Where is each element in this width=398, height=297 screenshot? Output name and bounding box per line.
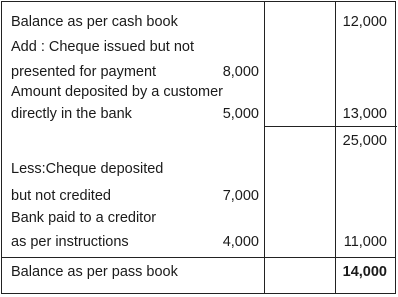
row-text-amount-deposited: Amount deposited by a customer	[11, 84, 223, 100]
row-amount-subtotal: 25,000	[342, 133, 387, 149]
row-amount-cheque-not-credited: 7,000	[222, 188, 259, 204]
row-amount-cheque-issued: 8,000	[222, 64, 259, 80]
row-text-add-cheque-issued: Add : Cheque issued but not	[11, 39, 194, 55]
row-amount-balance-cash-book: 12,000	[342, 14, 387, 30]
subtotal-rule	[264, 126, 397, 127]
row-text-bank-paid-creditor: Bank paid to a creditor	[11, 210, 157, 226]
row-text-less-cheque-deposited: Less:Cheque deposited	[11, 161, 164, 177]
total-amount-balance-pass-book: 14,000	[342, 264, 387, 280]
row-amount-creditor-payment: 4,000	[222, 234, 259, 250]
row-text-directly-in-bank: directly in the bank	[11, 106, 132, 122]
total-text-balance-pass-book: Balance as per pass book	[11, 264, 178, 280]
row-text-balance-cash-book: Balance as per cash book	[11, 14, 178, 30]
row-amount-deductions-total: 11,000	[343, 234, 387, 250]
total-rule	[2, 257, 396, 258]
row-amount-customer-deposit: 5,000	[222, 106, 259, 122]
row-amount-additions-total: 13,000	[342, 106, 387, 122]
row-text-presented-for-payment: presented for payment	[11, 64, 157, 80]
column-divider-inner	[264, 2, 265, 293]
column-divider-outer	[335, 2, 336, 293]
row-text-per-instructions: as per instructions	[11, 234, 129, 250]
bank-reconciliation-statement	[1, 1, 396, 294]
row-text-not-credited: but not credited	[11, 188, 111, 204]
